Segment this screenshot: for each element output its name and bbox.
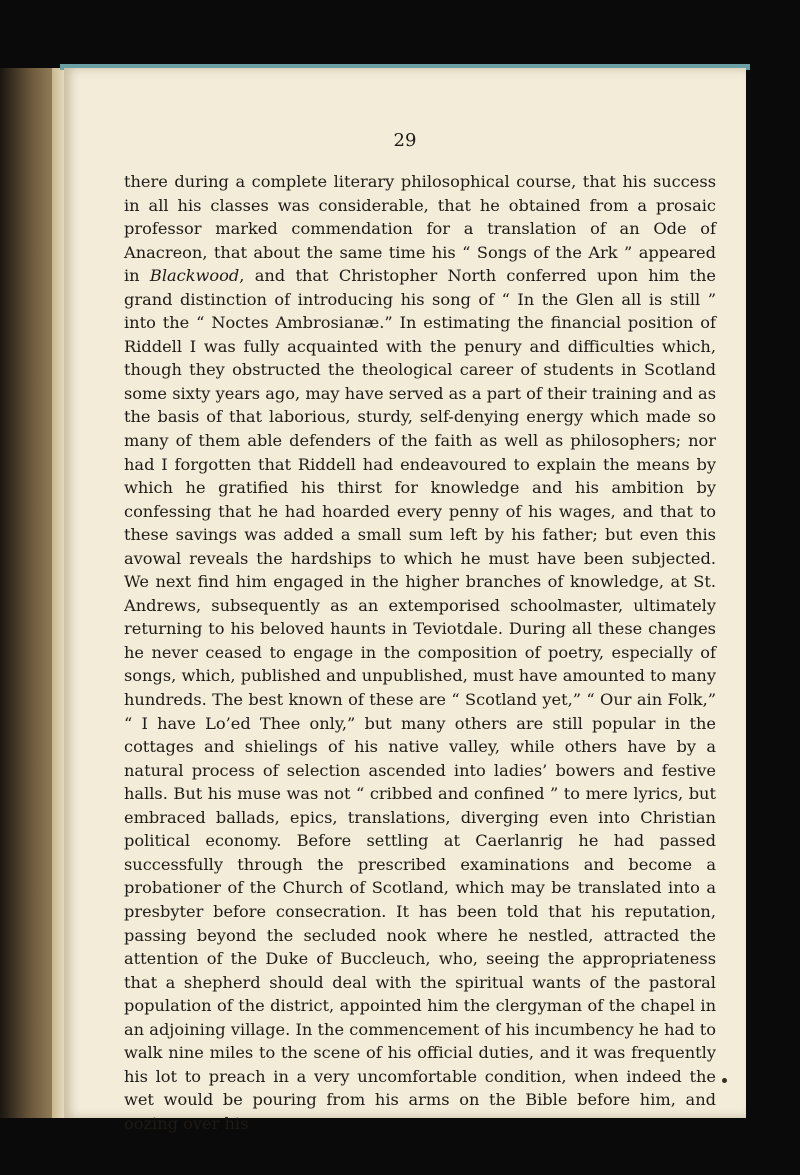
ink-speck — [722, 1078, 727, 1083]
body-paragraph — [124, 170, 716, 1135]
paragraph-text-part-1: there during a complete literary philosophical course, that his success in all his classes was considerable, that he obtained from a prosaic professor marked commendation for a translation of an Ode of Anacreon, that about the same time his “ Songs of the Ark ” appeared in — [124, 172, 716, 286]
book-page — [64, 68, 746, 1133]
italic-title: Blackwood — [149, 266, 240, 286]
paragraph-text-part-2: , and that Christopher North conferred upon him the grand distinction of introducing his song of “ In the Glen all is still ” into the “ Noctes Ambrosianæ.” In estimating the financial position of Riddell I was fully acquainted with the penury and difficulties which, though they obstructed the theological career of students in Scotland some sixty years ago, may have served as a part of their training and as the basis of that laborious, sturdy, self-denying energy which made so many of them able defenders of the faith as well as philosophers; nor had I forgotten that Riddell had endeavoured to explain the means by which he gratified his thirst for knowledge and his ambition by confessing that he had hoarded every penny of his wages, and that to these savings was added a small sum left by his father; but even this avowal reveals the hardships to which he must have been subjected. We next find him engaged in the higher branches of knowledge, at St. Andrews, subsequently as an extemporised schoolmaster, ultimately returning to his beloved haunts in Teviotdale. During all these changes he never ceased to engage in the composition of poetry, especially of songs, which, published and unpublished, must have amounted to many hundreds. The best known of these are “ Scotland yet,” “ Our ain Folk,” “ I have Lo’ed Thee only,” but many others are still popular in the cottages and shielings of his native valley, while others have by a natural process of selection ascended into ladies’ bowers and festive halls. But his muse was not “ cribbed and confined ” to mere lyrics, but embraced ballads, epics, translations, diverging even into Christian political economy. Before settling at Caerlanrig he had passed successfully through the prescribed examinations and become a probationer of the Church of Scotland, which may be translated into a presbyter before consecration. It has been told that his reputation, passing beyond the secluded nook where he nestled, attracted the attention of the Duke of Buccleuch, who, seeing the appropriateness that a shepherd should deal with the spiritual wants of the pastoral population of the district, appointed him the clergyman of the chapel in an adjoining village. In the commencement of his incumbency he had to walk nine miles to the scene of his official duties, and it was frequently his lot to preach in a very uncomfortable condition, when indeed the wet would be pouring from his arms on the Bible before him, and oozing over his — [124, 266, 717, 1133]
book-binding — [0, 68, 58, 1118]
page-number: 29 — [393, 130, 417, 151]
